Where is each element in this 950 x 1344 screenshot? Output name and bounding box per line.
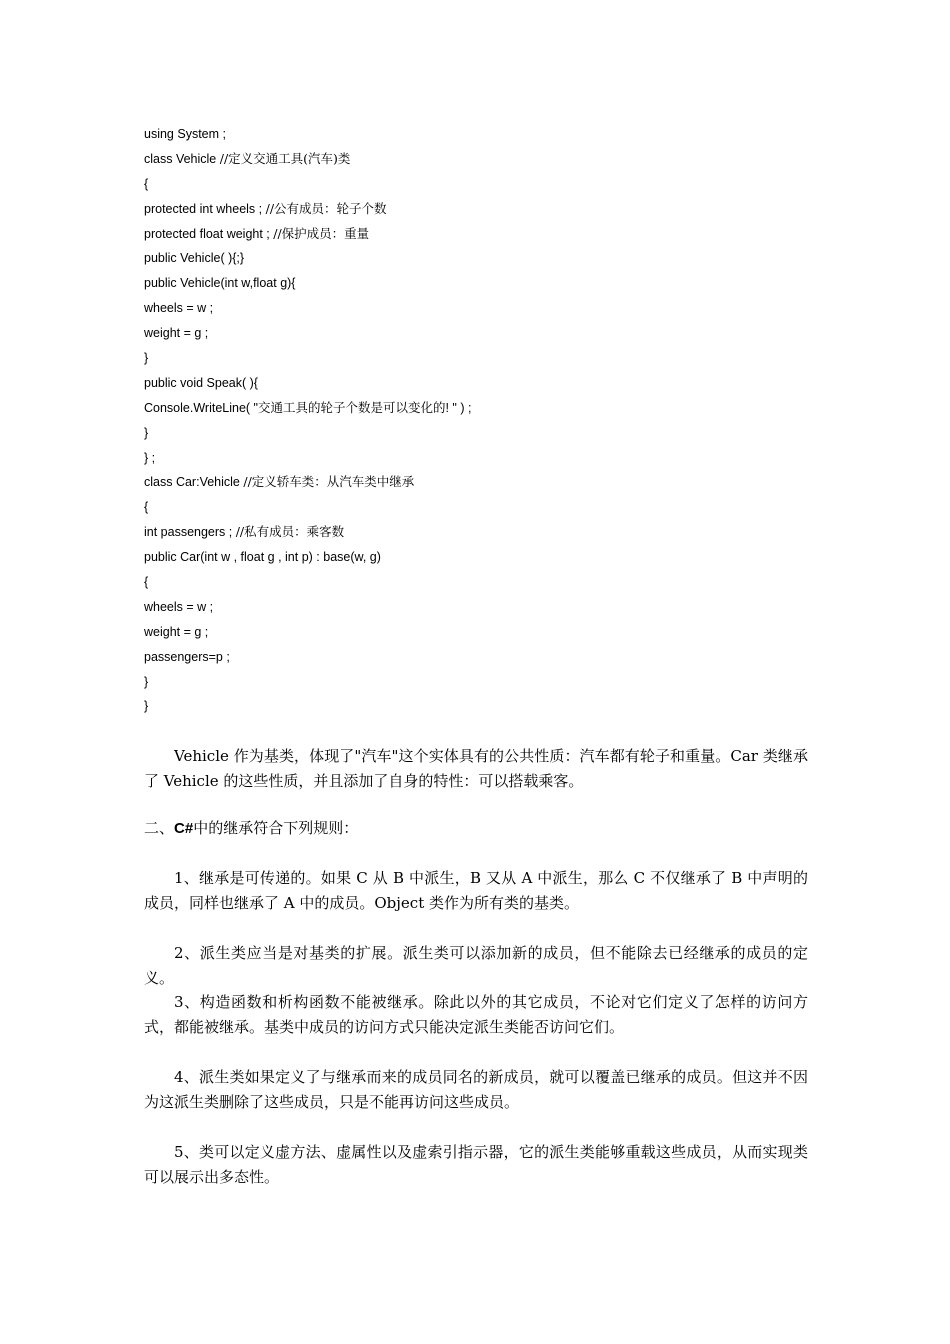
code-line: passengers=p ; [144, 649, 230, 664]
code-line: class Car:Vehicle //定义轿车类：从汽车类中继承 [144, 474, 415, 490]
rule-paragraph-1: 1、继承是可传递的。如果 C 从 B 中派生，B 又从 A 中派生，那么 C 不仅继承了 B 中声明的成员，同样也继承了 A 中的成员。Object 类作为所有类的基类。 [144, 869, 808, 912]
code-listing [144, 122, 824, 719]
code-line: weight = g ; [144, 624, 209, 639]
code-line: { [144, 176, 149, 191]
code-line: public Vehicle( ){;} [144, 251, 245, 266]
rule-paragraph-3: 3、构造函数和析构函数不能被继承。除此以外的其它成员，不论对它们定义了怎样的访问方式，都能被继承。基类中成员的访问方式只能决定派生类能否访问它们。 [144, 993, 808, 1036]
code-line: } [144, 425, 149, 440]
code-line: public void Speak( ){ [144, 375, 258, 390]
code-line: Console.WriteLine( "交通工具的轮子个数是可以变化的! " ) ; [144, 400, 472, 415]
code-line: weight = g ; [144, 326, 209, 341]
code-line: } ; [144, 450, 156, 465]
code-line: { [144, 575, 149, 590]
code-line: int passengers ; //私有成员：乘客数 [144, 524, 345, 540]
code-line: public Car(int w , float g , int p) : base(w, g) [144, 550, 381, 565]
rule-paragraph-4: 4、派生类如果定义了与继承而来的成员同名的新成员，就可以覆盖已继承的成员。但这并不因为这派生类删除了这些成员，只是不能再访问这些成员。 [144, 1068, 808, 1111]
code-line: using System ; [144, 127, 226, 141]
code-line: protected float weight ; //保护成员：重量 [144, 225, 370, 241]
code-line: } [144, 351, 149, 366]
code-line: wheels = w ; [144, 301, 214, 316]
rule-paragraph-5: 5、类可以定义虚方法、虚属性以及虚索引指示器，它的派生类能够重载这些成员，从而实现类可以展示出多态性。 [144, 1143, 808, 1186]
section-heading: 二、C#中的继承符合下列规则： [144, 819, 359, 837]
code-line: public Vehicle(int w,float g){ [144, 276, 296, 291]
code-line: class Vehicle //定义交通工具(汽车)类 [144, 150, 351, 166]
code-line: { [144, 500, 149, 515]
code-line: } [144, 674, 149, 689]
rule-paragraph-2: 2、派生类应当是对基类的扩展。派生类可以添加新的成员，但不能除去已经继承的成员的定义。 [144, 944, 808, 987]
code-line: } [144, 699, 149, 714]
code-line: wheels = w ; [144, 599, 214, 614]
code-line: protected int wheels ; //公有成员：轮子个数 [144, 200, 387, 216]
intro-paragraph: Vehicle 作为基类，体现了"汽车"这个实体具有的公共性质：汽车都有轮子和重量。Car 类继承了 Vehicle 的这些性质，并且添加了自身的特性：可以搭载乘客。 [144, 747, 808, 790]
